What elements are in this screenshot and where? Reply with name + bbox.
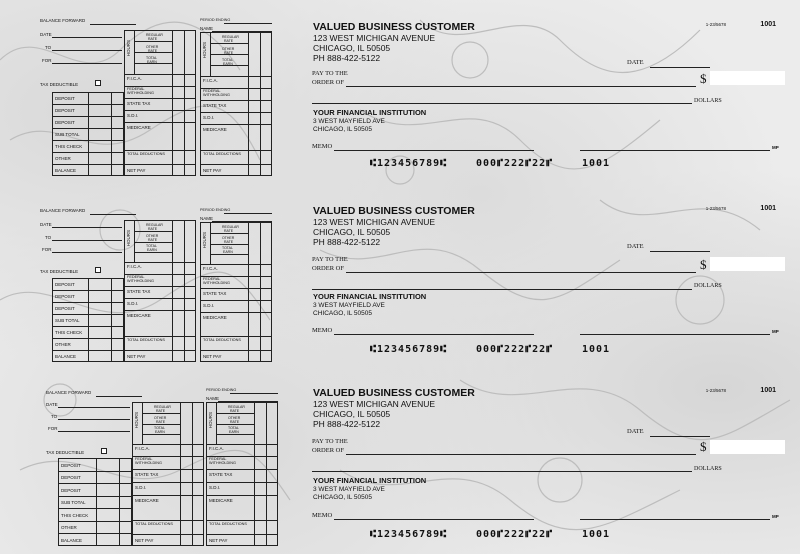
- rate-label: RATE: [148, 227, 158, 231]
- check-body: [300, 192, 796, 376]
- bank-address-line-2: CHICAGO, IL 50505: [313, 310, 373, 317]
- memo-label: MEMO: [312, 512, 333, 519]
- federal-withholding-label: FEDERAL WITHHOLDING: [203, 89, 230, 97]
- balance-forward-label: BALANCE FORWARD: [46, 390, 92, 395]
- state-tax-label: STATE TAX: [203, 103, 227, 108]
- company-address-line-2: CHICAGO, IL 50505: [313, 43, 391, 53]
- memo-label: MEMO: [312, 327, 333, 334]
- state-tax-label: STATE TAX: [127, 101, 151, 106]
- date-line[interactable]: [650, 251, 710, 252]
- payee-line[interactable]: [346, 272, 696, 273]
- register-row-label: THIS CHECK: [55, 144, 83, 149]
- sdi-label: S.D.I.: [135, 485, 147, 490]
- tax-deductible-checkbox[interactable]: [95, 80, 101, 86]
- stub-date-label: DATE: [40, 32, 52, 37]
- register-row-label: SUB TOTAL: [55, 318, 80, 323]
- check-number: 1001: [760, 21, 776, 28]
- register-row-label: BALANCE: [55, 168, 77, 173]
- employee-name-label: NAME: [200, 216, 214, 221]
- register-row-label: DEPOSIT: [55, 96, 75, 101]
- order-of-label: ORDER OF: [312, 265, 344, 272]
- company-address-line-1: 123 WEST MICHIGAN AVENUE: [313, 217, 436, 227]
- rate-label: RATE: [148, 37, 158, 41]
- rate-label: RATE: [148, 49, 158, 53]
- register-row-label: BALANCE: [55, 354, 77, 359]
- employee-name-label: NAME: [206, 396, 220, 401]
- hours-label: HOURS: [202, 42, 207, 59]
- earn-label: EARN: [223, 250, 233, 254]
- register-row-label: THIS CHECK: [61, 513, 89, 518]
- dollars-label: DOLLARS: [694, 283, 722, 289]
- total-label: TOTAL: [222, 58, 233, 62]
- register-row-label: DEPOSIT: [55, 282, 75, 287]
- hours-label: HOURS: [134, 412, 139, 429]
- total-deductions-label: TOTAL DEDUCTIONS: [127, 152, 165, 156]
- hours-label: HOURS: [208, 412, 213, 429]
- date-label: DATE: [627, 428, 644, 435]
- bank-name: YOUR FINANCIAL INSTITUTION: [313, 292, 427, 301]
- stub-date-label: DATE: [46, 402, 58, 407]
- total-deductions-label: TOTAL DEDUCTIONS: [203, 338, 241, 342]
- federal-withholding-label: FEDERAL WITHHOLDING: [135, 457, 162, 465]
- micr-routing: ⑆123456789⑆: [370, 158, 448, 169]
- pay-to-label: PAY TO THE: [312, 256, 348, 263]
- dollar-sign: $: [700, 439, 707, 454]
- other-label: OTHER: [222, 47, 235, 51]
- fica-label: F.I.C.A.: [203, 78, 218, 83]
- rate-label: RATE: [230, 409, 240, 413]
- tax-deductible-label: TAX DEDUCTIBLE: [40, 82, 79, 87]
- check-stub: [44, 374, 284, 558]
- medicare-label: MEDICARE: [203, 127, 227, 132]
- stub-for-label: FOR: [42, 58, 52, 63]
- check-number: 1001: [760, 387, 776, 394]
- company-address-line-2: CHICAGO, IL 50505: [313, 227, 391, 237]
- register-row-label: DEPOSIT: [55, 120, 75, 125]
- check-body: [300, 8, 796, 192]
- rate-label: RATE: [230, 420, 240, 424]
- register-row-label: THIS CHECK: [55, 330, 83, 335]
- balance-forward-label: BALANCE FORWARD: [40, 208, 86, 213]
- stub-to-line[interactable]: [52, 50, 122, 51]
- micr-check-number: 1001: [582, 529, 611, 540]
- register-row-label: DEPOSIT: [55, 294, 75, 299]
- medicare-label: MEDICARE: [127, 125, 151, 130]
- stub-for-label: FOR: [42, 247, 52, 252]
- memo-line[interactable]: [334, 334, 534, 335]
- state-tax-label: STATE TAX: [127, 289, 151, 294]
- amount-words-line[interactable]: [312, 103, 692, 104]
- other-label: OTHER: [154, 416, 167, 420]
- net-pay-label: NET PAY: [203, 354, 222, 359]
- bank-address-line-2: CHICAGO, IL 50505: [313, 494, 373, 501]
- balance-forward-line[interactable]: [90, 24, 136, 25]
- rate-label: RATE: [224, 51, 234, 55]
- tax-deductible-label: TAX DEDUCTIBLE: [46, 450, 85, 455]
- regular-label: REGULAR: [146, 223, 163, 227]
- check-body: [300, 374, 796, 558]
- rate-label: RATE: [156, 409, 166, 413]
- routing-fraction: 1-23/5678: [705, 206, 726, 211]
- routing-fraction: 1-23/5678: [705, 22, 726, 27]
- earn-label: EARN: [147, 248, 157, 252]
- period-ending-label: PERIOD ENDING: [206, 388, 237, 392]
- amount-box[interactable]: [710, 71, 785, 85]
- hours-label: HOURS: [126, 230, 131, 247]
- check-row-2: [0, 192, 800, 376]
- net-pay-label: NET PAY: [135, 538, 154, 543]
- rate-label: RATE: [224, 39, 234, 43]
- stub-to-label: TO: [45, 235, 52, 240]
- register-row-label: SUB TOTAL: [61, 500, 86, 505]
- employee-name-label: NAME: [200, 26, 214, 31]
- total-deductions-label: TOTAL DEDUCTIONS: [127, 338, 165, 342]
- date-label: DATE: [627, 59, 644, 66]
- other-label: OTHER: [146, 45, 159, 49]
- total-label: TOTAL: [228, 426, 239, 430]
- micr-account: 000⑈222⑈22⑈: [476, 529, 554, 540]
- fica-label: F.I.C.A.: [203, 266, 218, 271]
- signature-line[interactable]: [580, 519, 770, 520]
- micr-account: 000⑈222⑈22⑈: [476, 344, 554, 355]
- check-number: 1001: [760, 205, 776, 212]
- federal-withholding-label: FEDERAL WITHHOLDING: [127, 87, 154, 95]
- company-address-line-2: CHICAGO, IL 50505: [313, 409, 391, 419]
- memo-line[interactable]: [334, 150, 534, 151]
- balance-forward-label: BALANCE FORWARD: [40, 18, 86, 23]
- earn-label: EARN: [229, 430, 239, 434]
- other-label: OTHER: [146, 234, 159, 238]
- micr-routing: ⑆123456789⑆: [370, 344, 448, 355]
- period-ending-label: PERIOD ENDING: [200, 208, 231, 212]
- regular-label: REGULAR: [154, 405, 171, 409]
- memo-label: MEMO: [312, 143, 333, 150]
- company-address-line-1: 123 WEST MICHIGAN AVENUE: [313, 33, 436, 43]
- bank-address-line-1: 3 WEST MAYFIELD AVE: [313, 486, 385, 493]
- routing-fraction: 1-23/5678: [705, 388, 726, 393]
- sdi-label: S.D.I.: [127, 301, 139, 306]
- total-label: TOTAL: [222, 246, 233, 250]
- bank-address-line-1: 3 WEST MAYFIELD AVE: [313, 302, 385, 309]
- net-pay-label: NET PAY: [209, 538, 228, 543]
- total-deductions-label: TOTAL DEDUCTIONS: [203, 152, 241, 156]
- other-label: OTHER: [228, 416, 241, 420]
- total-label: TOTAL: [154, 426, 165, 430]
- total-label: TOTAL: [146, 244, 157, 248]
- bank-name: YOUR FINANCIAL INSTITUTION: [313, 108, 427, 117]
- stub-to-label: TO: [51, 414, 58, 419]
- sdi-label: S.D.I.: [203, 303, 215, 308]
- check-row-3: [0, 374, 800, 558]
- regular-label: REGULAR: [222, 225, 239, 229]
- total-label: TOTAL: [146, 56, 157, 60]
- sdi-label: S.D.I.: [203, 115, 215, 120]
- register-row-label: OTHER: [61, 525, 77, 530]
- fica-label: F.I.C.A.: [127, 76, 142, 81]
- amount-box[interactable]: [710, 257, 785, 271]
- payee-line[interactable]: [346, 454, 696, 455]
- rate-label: RATE: [156, 420, 166, 424]
- order-of-label: ORDER OF: [312, 447, 344, 454]
- amount-words-line[interactable]: [312, 289, 692, 290]
- bank-address-line-1: 3 WEST MAYFIELD AVE: [313, 118, 385, 125]
- pay-to-label: PAY TO THE: [312, 70, 348, 77]
- payee-line[interactable]: [346, 86, 696, 87]
- register-row-label: BALANCE: [61, 538, 83, 543]
- bank-address-line-2: CHICAGO, IL 50505: [313, 126, 373, 133]
- total-deductions-label: TOTAL DEDUCTIONS: [135, 522, 173, 526]
- federal-withholding-label: FEDERAL WITHHOLDING: [209, 457, 236, 465]
- earn-label: EARN: [223, 62, 233, 66]
- company-name: VALUED BUSINESS CUSTOMER: [313, 205, 475, 217]
- mp-security-label: MP: [772, 514, 779, 519]
- stub-for-label: FOR: [48, 426, 58, 431]
- hours-label: HOURS: [202, 232, 207, 249]
- signature-line[interactable]: [580, 334, 770, 335]
- rate-label: RATE: [224, 240, 234, 244]
- register-row-label: OTHER: [55, 342, 71, 347]
- medicare-label: MEDICARE: [209, 498, 233, 503]
- medicare-label: MEDICARE: [203, 315, 227, 320]
- regular-label: REGULAR: [228, 405, 245, 409]
- mp-security-label: MP: [772, 145, 779, 150]
- amount-words-line[interactable]: [312, 471, 692, 472]
- medicare-label: MEDICARE: [135, 498, 159, 503]
- register-row-label: SUB TOTAL: [55, 132, 80, 137]
- stub-date-line[interactable]: [52, 37, 122, 38]
- stub-to-label: TO: [45, 45, 52, 50]
- company-name: VALUED BUSINESS CUSTOMER: [313, 387, 475, 399]
- check-stub: [38, 192, 278, 376]
- signature-line[interactable]: [580, 150, 770, 151]
- mp-security-label: MP: [772, 329, 779, 334]
- federal-withholding-label: FEDERAL WITHHOLDING: [203, 277, 230, 285]
- date-line[interactable]: [650, 436, 710, 437]
- amount-box[interactable]: [710, 440, 785, 454]
- state-tax-label: STATE TAX: [209, 472, 233, 477]
- micr-check-number: 1001: [582, 344, 611, 355]
- hours-label: HOURS: [126, 40, 131, 57]
- state-tax-label: STATE TAX: [203, 291, 227, 296]
- date-label: DATE: [627, 243, 644, 250]
- register-row-label: DEPOSIT: [55, 306, 75, 311]
- other-label: OTHER: [222, 236, 235, 240]
- state-tax-label: STATE TAX: [135, 472, 159, 477]
- company-address-line-1: 123 WEST MICHIGAN AVENUE: [313, 399, 436, 409]
- memo-line[interactable]: [334, 519, 534, 520]
- federal-withholding-label: FEDERAL WITHHOLDING: [127, 275, 154, 283]
- micr-routing: ⑆123456789⑆: [370, 529, 448, 540]
- register-row-label: OTHER: [55, 156, 71, 161]
- dollar-sign: $: [700, 71, 707, 86]
- dollar-sign: $: [700, 257, 707, 272]
- net-pay-label: NET PAY: [203, 168, 222, 173]
- register-row-label: DEPOSIT: [55, 108, 75, 113]
- sdi-label: S.D.I.: [209, 485, 221, 490]
- register-row-label: DEPOSIT: [61, 488, 81, 493]
- regular-label: REGULAR: [146, 33, 163, 37]
- earn-label: EARN: [147, 60, 157, 64]
- fica-label: F.I.C.A.: [127, 264, 142, 269]
- tax-deductible-checkbox[interactable]: [101, 448, 107, 454]
- micr-account: 000⑈222⑈22⑈: [476, 158, 554, 169]
- company-phone: PH 888-422-5122: [313, 419, 381, 429]
- sdi-label: S.D.I.: [127, 113, 139, 118]
- company-name: VALUED BUSINESS CUSTOMER: [313, 21, 475, 33]
- dollars-label: DOLLARS: [694, 98, 722, 104]
- company-phone: PH 888-422-5122: [313, 237, 381, 247]
- dollars-label: DOLLARS: [694, 466, 722, 472]
- order-of-label: ORDER OF: [312, 79, 344, 86]
- period-ending-label: PERIOD ENDING: [200, 18, 231, 22]
- tax-deductible-checkbox[interactable]: [95, 267, 101, 273]
- net-pay-label: NET PAY: [127, 354, 146, 359]
- stub-for-line[interactable]: [52, 63, 122, 64]
- register-row-label: DEPOSIT: [61, 475, 81, 480]
- date-line[interactable]: [650, 67, 710, 68]
- check-stub: [38, 8, 278, 192]
- net-pay-label: NET PAY: [127, 168, 146, 173]
- pay-to-label: PAY TO THE: [312, 438, 348, 445]
- rate-label: RATE: [224, 229, 234, 233]
- total-deductions-label: TOTAL DEDUCTIONS: [209, 522, 247, 526]
- stub-date-label: DATE: [40, 222, 52, 227]
- medicare-label: MEDICARE: [127, 313, 151, 318]
- regular-label: REGULAR: [222, 35, 239, 39]
- fica-label: F.I.C.A.: [135, 446, 150, 451]
- rate-label: RATE: [148, 238, 158, 242]
- register-row-label: DEPOSIT: [61, 463, 81, 468]
- company-phone: PH 888-422-5122: [313, 53, 381, 63]
- fica-label: F.I.C.A.: [209, 446, 224, 451]
- bank-name: YOUR FINANCIAL INSTITUTION: [313, 476, 427, 485]
- earn-label: EARN: [155, 430, 165, 434]
- tax-deductible-label: TAX DEDUCTIBLE: [40, 269, 79, 274]
- check-row-1: [0, 8, 800, 192]
- micr-check-number: 1001: [582, 158, 611, 169]
